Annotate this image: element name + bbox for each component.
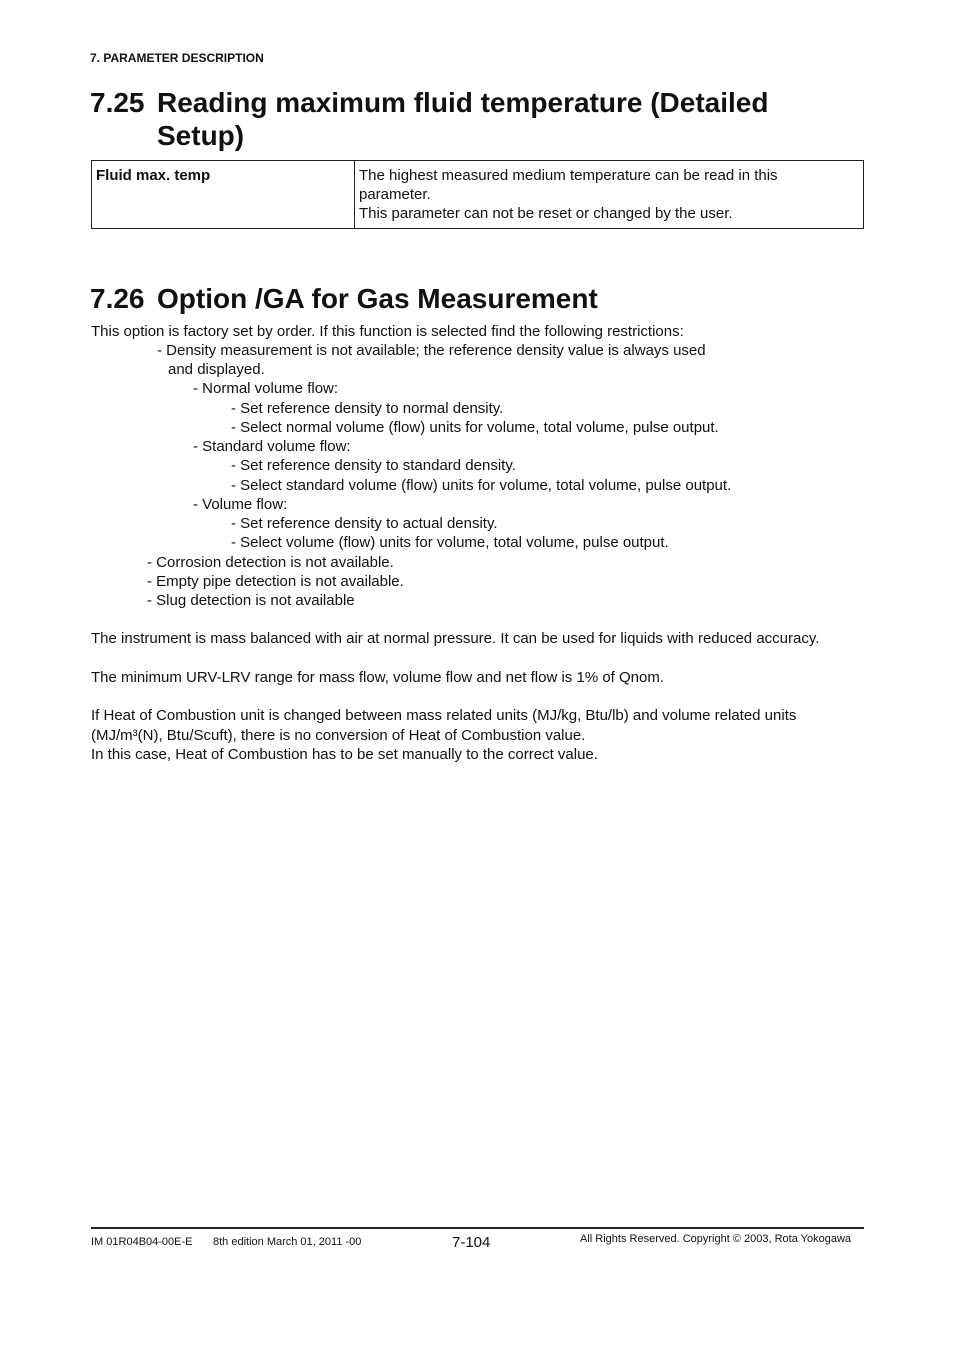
footer-copyright: All Rights Reserved. Copyright © 2003, Rota Yokogawa: [580, 1233, 852, 1245]
paragraph-line: In this case, Heat of Combustion has to be set manually to the correct value.: [91, 746, 598, 763]
footer-edition: 8th edition March 01, 2011 -00: [213, 1236, 362, 1248]
paragraph: The minimum URV-LRV range for mass flow, volume flow and net flow is 1% of Qnom.: [91, 669, 665, 686]
list-item: - Select normal volume (flow) units for volume, total volume, pulse output.: [231, 419, 719, 436]
list-item: - Empty pipe detection is not available.: [147, 573, 404, 590]
list-item: - Density measurement is not available; the reference density value is always used: [157, 342, 706, 359]
list-item: - Normal volume flow:: [193, 380, 339, 397]
list-item: - Select standard volume (flow) units for volume, total volume, pulse output.: [231, 477, 732, 494]
section-title: Option /GA for Gas Measurement: [157, 283, 598, 314]
list-item: - Set reference density to normal density.: [231, 400, 504, 417]
intro-paragraph: This option is factory set by order. If this function is selected find the following restrictions:: [91, 323, 684, 340]
description-line: This parameter can not be reset or changed by the user.: [359, 205, 733, 222]
list-item: - Set reference density to actual density.: [231, 515, 498, 532]
description-line: parameter.: [359, 186, 431, 203]
paragraph-line: If Heat of Combustion unit is changed between mass related units (MJ/kg, Btu/lb) and volume related units: [91, 707, 797, 724]
section-number: 7.26: [90, 283, 145, 314]
list-item: - Select volume (flow) units for volume, total volume, pulse output.: [231, 534, 669, 551]
table-row: [92, 161, 864, 229]
list-item: - Standard volume flow:: [193, 438, 351, 455]
list-item: - Slug detection is not available: [147, 592, 355, 609]
section-7-26-heading: [90, 282, 850, 318]
list-item: - Set reference density to standard density.: [231, 457, 516, 474]
parameter-table: [91, 160, 864, 229]
list-item: and displayed.: [168, 361, 265, 378]
footer-rule: [91, 1227, 864, 1229]
section-7-25-heading: [90, 86, 850, 156]
section-title: Reading maximum fluid temperature (Detailed Setup): [157, 87, 769, 151]
section-number: 7.25: [90, 87, 145, 118]
list-item: - Volume flow:: [193, 496, 288, 513]
parameter-description: [355, 161, 864, 229]
page-number: 7-104: [452, 1234, 491, 1251]
description-line: The highest measured medium temperature can be read in this: [359, 167, 778, 184]
paragraph-line: (MJ/m³(N), Btu/Scuft), there is no conversion of Heat of Combustion value.: [91, 727, 586, 744]
parameter-name: Fluid max. temp: [92, 161, 355, 229]
paragraph: The instrument is mass balanced with air at normal pressure. It can be used for liquids with reduced accuracy.: [91, 630, 820, 647]
running-header: 7. PARAMETER DESCRIPTION: [90, 51, 264, 65]
footer-doc-id: IM 01R04B04-00E-E: [91, 1236, 193, 1248]
list-item: - Corrosion detection is not available.: [147, 554, 394, 571]
